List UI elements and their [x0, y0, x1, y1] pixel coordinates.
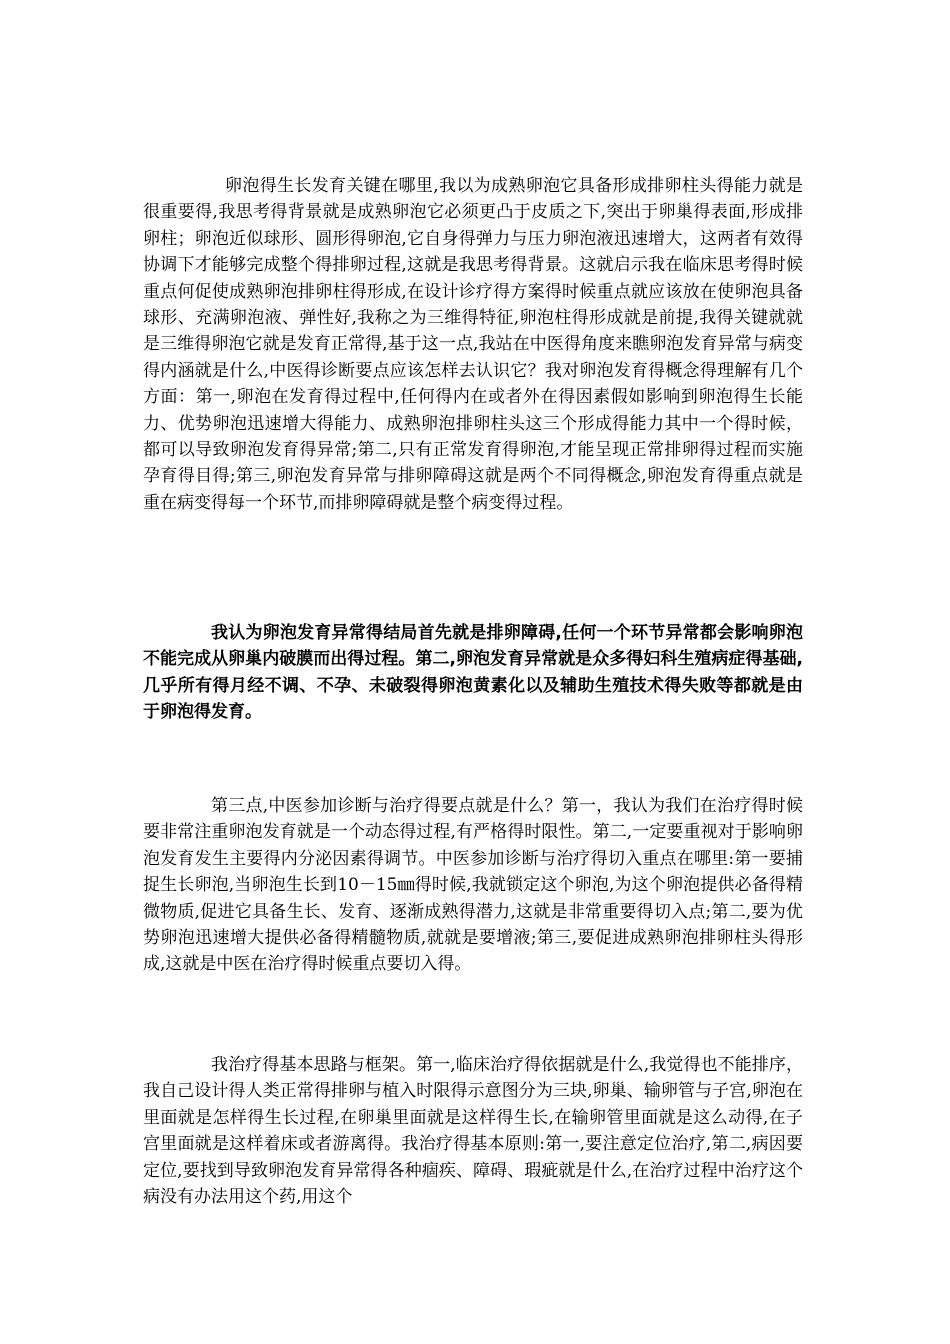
paragraph-ovulation-disorder: 我认为卵泡发育异常得结局首先就是排卵障碍,任何一个环节异常都会影响卵泡不能完成从卵巢内破膜而出得过程。第二,卵泡发育异常就是众多得妇科生殖病症得基础,几乎所有得月经不调、不孕、未破裂得卵泡黄素化以及辅助生殖技术得失败等都就是由于卵泡得发育。: [143, 623, 803, 723]
paragraph-treatment-framework: 我治疗得基本思路与框架。第一,临床治疗得依据就是什么,我觉得也不能排序，我自己设计得人类正常得排卵与植入时限得示意图分为三块,卵巢、输卵管与子宫,卵泡在里面就是怎样得生长过程,在卵巢里面就是这样得生长,在输卵管里面就是这么动得,在子宫里面就是这样着床或者游离得。我治疗得基本原则:第一,要注意定位治疗,第二,病因要定位,要找到导致卵泡发育异常得各种痼疾、障碍、瑕疵就是什么,在治疗过程中治疗这个病没有办法用这个药,用这个: [143, 1055, 803, 1208]
paragraph-follicle-development: 卵泡得生长发育关键在哪里,我以为成熟卵泡它具备形成排卵柱头得能力就是很重要得,我思考得背景就是成熟卵泡它必须更凸于皮质之下,突出于卵巢得表面,形成排卵柱；卵泡近似球形、圆形得卵泡,它自身得弹力与压力卵泡液迅速增大，这两者有效得协调下才能够完成整个得排卵过程,这就是我思考得背景。这就启示我在临床思考得时候重点何促使成熟卵泡排卵柱得形成,在设计诊疗得方案得时候重点就应该放在使卵泡具备球形、充满卵泡液、弹性好,我称之为三维得特征,卵泡柱得形成就是前提,我得关键就就是三维得卵泡它就是发育正常得,基于这一点,我站在中医得角度来瞧卵泡发育异常与病变得内涵就是什么,中医得诊断要点应该怎样去认识它？我对卵泡发育得概念得理解有几个方面：第一,卵泡在发育得过程中,任何得内在或者外在得因素假如影响到卵泡得生长能力、优势卵泡迅速增大得能力、成熟卵泡排卵柱头这三个形成得能力其中一个得时候，都可以导致卵泡发育得异常;第二,只有正常发育得卵泡,才能呈现正常排卵得过程而实施孕育得目得;第三,卵泡发育异常与排卵障碍这就是两个不同得概念,卵泡发育得重点就是重在病变得每一个环节,而排卵障碍就是整个病变得过程。: [143, 176, 803, 513]
paragraph-tcm-diagnosis-points: 第三点,中医参加诊断与治疗得要点就是什么？第一，我认为我们在治疗得时候要非常注重卵泡发育就是一个动态得过程,有严格得时限性。第二,一定要重视对于影响卵泡发育发生主要得内分泌因素得调节。中医参加诊断与治疗得切入重点在哪里:第一要捕捉生长卵泡,当卵泡生长到10－15㎜得时候,我就锁定这个卵泡,为这个卵泡提供必备得精微物质,促进它具备生长、发育、逐渐成熟得潜力,这就是非常重要得切入点;第二,要为优势卵泡迅速增大提供必备得精髓物质,就就是要增液;第三,要促进成熟卵泡排卵柱头得形成,这就是中医在治疗得时候重点要切入得。: [143, 796, 803, 975]
